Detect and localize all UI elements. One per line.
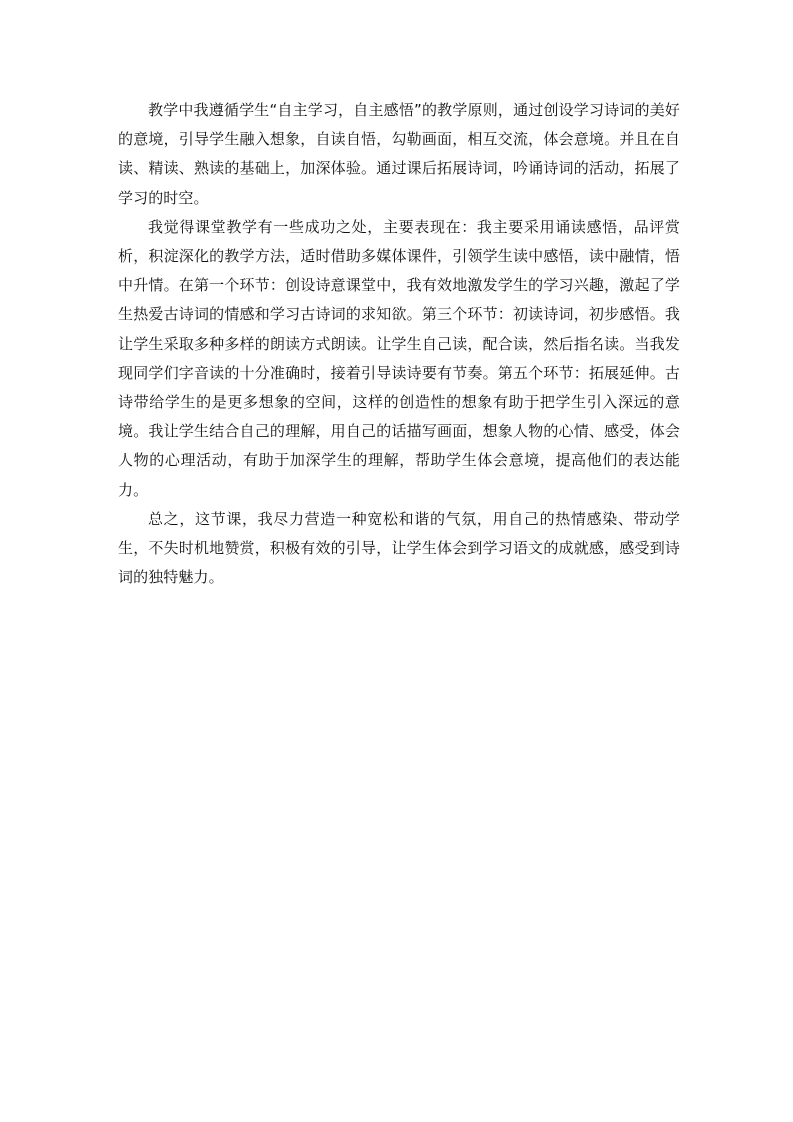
document-body — [118, 96, 680, 592]
paragraph-summary: 总之，这节课，我尽力营造一种宽松和谐的气氛，用自己的热情感染、带动学生，不失时机地赞赏，积极有效的引导，让学生体会到学习语文的成就感，感受到诗词的独特魅力。 — [118, 509, 680, 587]
paragraph-teaching-principle: 教学中我遵循学生“自主学习，自主感悟”的教学原则，通过创设学习诗词的美好的意境，引导学生融入想象，自读自悟，勾勒画面，相互交流，体会意境。并且在自读、精读、熟读的基础上，加深体验。通过课后拓展诗词，吟诵诗词的活动，拓展了学习的时空。 — [118, 101, 680, 207]
paragraph-successes: 我觉得课堂教学有一些成功之处，主要表现在：我主要采用诵读感悟，品评赏析，积淀深化的教学方法，适时借助多媒体课件，引领学生读中感悟，读中融情，悟中升情。在第一个环节：创设诗意课堂中，我有效地激发学生的学习兴趣，激起了学生热爱古诗词的情感和学习古诗词的求知欲。第三个环节：初读诗词，初步感悟。我让学生采取多种多样的朗读方式朗读。让学生自己读，配合读，然后指名读。当我发现同学们字音读的十分准确时，接着引导读诗要有节奏。第五个环节：拓展延伸。古诗带给学生的是更多想象的空间，这样的创造性的想象有助于把学生引入深远的意境。我让学生结合自己的理解，用自己的话描写画面，想象人物的心情、感受，体会人物的心理活动，有助于加深学生的理解，帮助学生体会意境，提高他们的表达能力。 — [118, 217, 680, 499]
